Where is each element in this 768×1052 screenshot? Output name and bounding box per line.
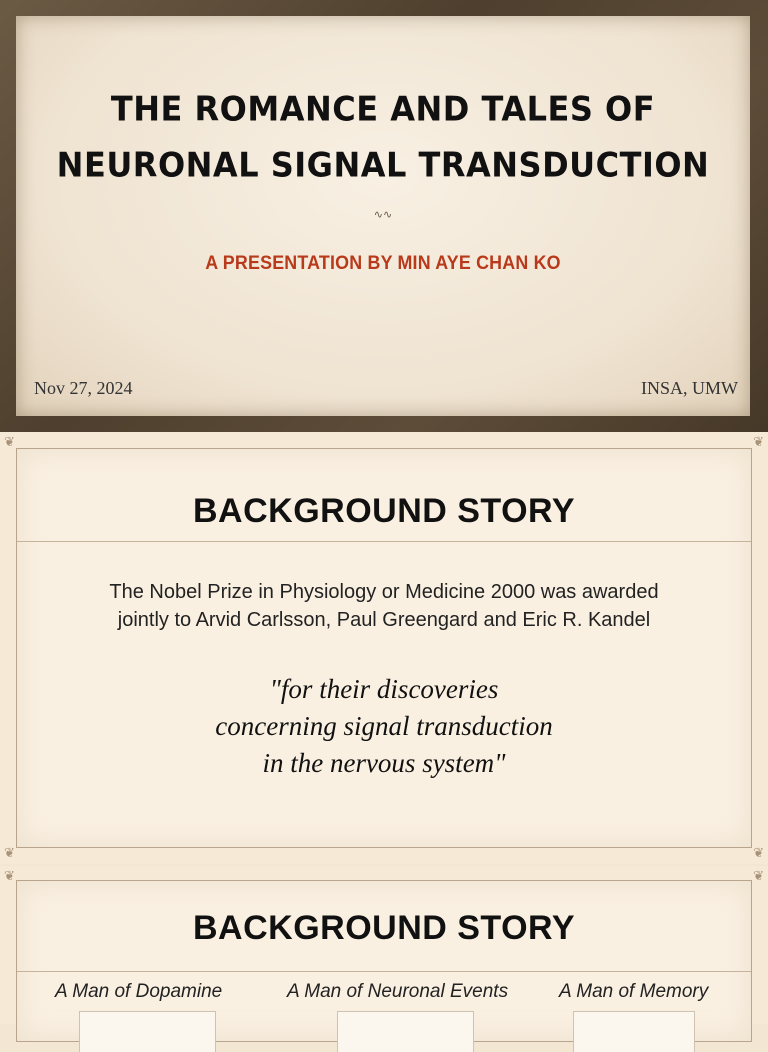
title-slide [0, 0, 768, 432]
nobel-text-line-1: The Nobel Prize in Physiology or Medicine 2000 was awarded [109, 581, 659, 603]
nobel-citation-line-1: "for their discoveries [269, 674, 499, 704]
nobel-citation-line-3: in the nervous system" [262, 748, 506, 778]
slide-heading: BACKGROUND STORY [192, 492, 576, 530]
slide-heading: BACKGROUND STORY [192, 909, 576, 947]
presentation-title-line-1: THE ROMANCE AND TALES OF [110, 89, 656, 129]
laureate-photo [337, 1011, 474, 1052]
laureate-label-greengard: A Man of Neuronal Events [287, 981, 509, 1002]
title-slide-paper [16, 16, 750, 416]
corner-ornament-icon: ❦ [4, 846, 15, 861]
presentation-date: Nov 27, 2024 [34, 378, 133, 398]
heading-divider [17, 971, 751, 972]
laureate-photo [573, 1011, 695, 1052]
laureate-photo [79, 1011, 216, 1052]
corner-ornament-icon: ❦ [753, 435, 764, 450]
slide-frame [16, 880, 752, 1042]
background-story-slide-2 [0, 866, 768, 1024]
presentation-title-line-2: NEURONAL SIGNAL TRANSDUCTION [56, 145, 710, 185]
corner-ornament-icon: ❦ [4, 435, 15, 450]
nobel-text-line-2: jointly to Arvid Carlsson, Paul Greengard and Eric R. Kandel [117, 609, 651, 631]
corner-ornament-icon: ❦ [4, 869, 15, 884]
presentation-institution: INSA, UMW [641, 378, 738, 398]
presentation-subtitle: A PRESENTATION BY MIN AYE CHAN KO [205, 253, 561, 274]
laureate-label-kandel: A Man of Memory [559, 981, 709, 1002]
background-story-slide [0, 432, 768, 864]
heading-divider [17, 541, 751, 542]
slide-frame [16, 448, 752, 848]
corner-ornament-icon: ❦ [753, 869, 764, 884]
ornament-icon: ∿∿ [373, 208, 393, 221]
nobel-citation-line-2: concerning signal transduction [215, 711, 553, 741]
laureate-label-carlsson: A Man of Dopamine [55, 981, 223, 1002]
corner-ornament-icon: ❦ [753, 846, 764, 861]
